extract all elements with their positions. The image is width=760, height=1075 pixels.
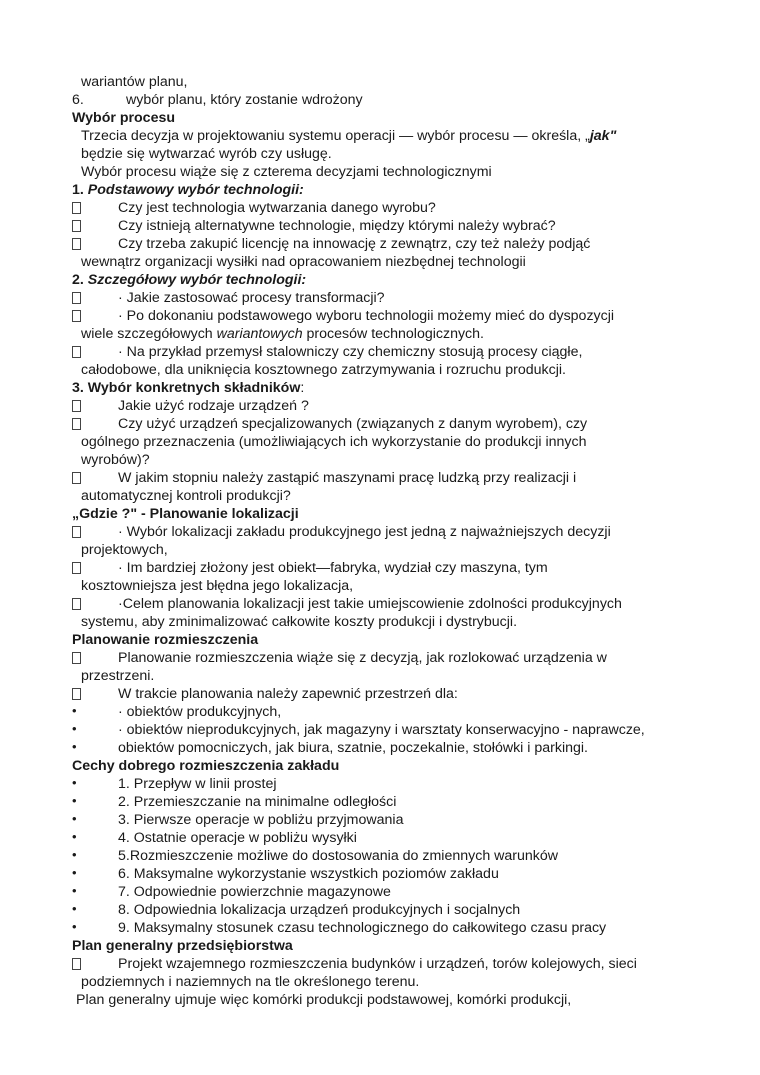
bullet-icon: •	[72, 721, 77, 736]
text-line: Plan generalny ujmuje więc komórki produkcji podstawowej, komórki produkcji,	[76, 992, 572, 1008]
bullet-icon: •	[72, 883, 77, 898]
missing-glyph-icon	[72, 688, 81, 700]
section-heading: Wybór procesu	[72, 110, 176, 126]
list-item: obiektów pomocniczych, jak biura, szatnie, poczekalnie, stołówki i parkingi.	[118, 740, 588, 756]
text-line: automatycznej kontroli produkcji?	[81, 488, 291, 504]
list-item: 3. Pierwsze operacje w pobliżu przyjmowania	[118, 812, 404, 828]
text-line: Czy trzeba zakupić licencję na innowację z zewnątrz, czy też należy podjąć	[118, 236, 591, 252]
text-line: Czy istnieją alternatywne technologie, między którymi należy wybrać?	[118, 218, 556, 234]
bullet-icon: •	[72, 847, 77, 862]
list-item: 4. Ostatnie operacje w pobliżu wysyłki	[118, 830, 357, 846]
text-line: Czy użyć urządzeń specjalizowanych (związanych z danym wyrobem), czy	[118, 416, 588, 432]
text-line: Projekt wzajemnego rozmieszczenia budynków i urządzeń, torów kolejowych, sieci	[118, 956, 637, 972]
missing-glyph-icon	[72, 400, 81, 412]
subsection-heading: 1. Podstawowy wybór technologii:	[72, 182, 304, 198]
missing-glyph-icon	[72, 418, 81, 430]
missing-glyph-icon	[72, 526, 81, 538]
missing-glyph-icon	[72, 652, 81, 664]
missing-glyph-icon	[72, 310, 81, 322]
missing-glyph-icon	[72, 292, 81, 304]
text-line: projektowych,	[81, 542, 168, 558]
section-heading: „Gdzie ?" - Planowanie lokalizacji	[72, 506, 299, 522]
bullet-icon: •	[72, 919, 77, 934]
text-line: przestrzeni.	[81, 668, 155, 684]
list-item: 1. Przepływ w linii prostej	[118, 776, 277, 792]
list-item: 8. Odpowiednia lokalizacja urządzeń produkcyjnych i socjalnych	[118, 902, 521, 918]
text-line: · Po dokonaniu podstawowego wyboru technologii możemy mieć do dyspozycji	[118, 308, 615, 324]
missing-glyph-icon	[72, 238, 81, 250]
text-line: wariantów planu,	[81, 74, 188, 90]
text-line: ogólnego przeznaczenia (umożliwiających ich wykorzystanie do produkcji innych	[81, 434, 587, 450]
missing-glyph-icon	[72, 202, 81, 214]
missing-glyph-icon	[72, 220, 81, 232]
text-line: kosztowniejsza jest błędna jego lokalizacja,	[81, 578, 354, 594]
bullet-icon: •	[72, 739, 77, 754]
text-line: Wybór procesu wiąże się z czterema decyzjami technologicznymi	[81, 164, 492, 180]
text-line: Czy jest technologia wytwarzania danego wyrobu?	[118, 200, 436, 216]
bullet-icon: •	[72, 775, 77, 790]
text-line: Planowanie rozmieszczenia wiąże się z decyzją, jak rozlokować urządzenia w	[118, 650, 607, 666]
section-heading: Plan generalny przedsiębiorstwa	[72, 938, 293, 954]
text-line: · Na przykład przemysł stalowniczy czy chemiczny stosują procesy ciągłe,	[118, 344, 583, 360]
list-item: 2. Przemieszczanie na minimalne odległości	[118, 794, 397, 810]
section-heading: Planowanie rozmieszczenia	[72, 632, 259, 648]
list-item: 5.Rozmieszczenie możliwe do dostosowania do zmiennych warunków	[118, 848, 559, 864]
missing-glyph-icon	[72, 958, 81, 970]
text-line: wiele szczegółowych wariantowych procesów technologicznych.	[81, 326, 484, 342]
text-line: W jakim stopniu należy zastąpić maszynami pracę ludzką przy realizacji i	[118, 470, 577, 486]
bullet-icon: •	[72, 865, 77, 880]
list-item: 6. Maksymalne wykorzystanie wszystkich poziomów zakładu	[118, 866, 499, 882]
section-heading: Cechy dobrego rozmieszczenia zakładu	[72, 758, 340, 774]
text-line: całodobowe, dla uniknięcia kosztownego zatrzymywania i rozruchu produkcji.	[81, 362, 566, 378]
text-line: wewnątrz organizacji wysiłki nad opracowaniem niezbędnej technologii	[81, 254, 526, 270]
subsection-heading: 3. Wybór konkretnych składników:	[72, 380, 305, 396]
text-line: Trzecia decyzja w projektowaniu systemu operacji — wybór procesu — określa, „jak"	[81, 128, 617, 144]
subsection-heading: 2. Szczegółowy wybór technologii:	[72, 272, 307, 288]
missing-glyph-icon	[72, 562, 81, 574]
list-item: 7. Odpowiednie powierzchnie magazynowe	[118, 884, 391, 900]
text-line: podziemnych i naziemnych na tle określonego terenu.	[81, 974, 420, 990]
text-line: będzie się wytwarzać wyrób czy usługę.	[81, 146, 332, 162]
missing-glyph-icon	[72, 346, 81, 358]
list-item: 9. Maksymalny stosunek czasu technologicznego do całkowitego czasu pracy	[118, 920, 607, 936]
bullet-icon: •	[72, 901, 77, 916]
text-line: W trakcie planowania należy zapewnić przestrzeń dla:	[118, 686, 458, 702]
text-line: · Wybór lokalizacji zakładu produkcyjnego jest jedną z najważniejszych decyzji	[118, 524, 611, 540]
text-line: · Jakie zastosować procesy transformacji?	[118, 290, 385, 306]
bullet-icon: •	[72, 703, 77, 718]
list-item: · obiektów produkcyjnych,	[118, 704, 282, 720]
text-line: wyrobów)?	[81, 452, 150, 468]
list-number: 6.	[72, 92, 84, 108]
text-line: ·Celem planowania lokalizacji jest takie umiejscowienie zdolności produkcyjnych	[118, 596, 622, 612]
text-line: · Im bardziej złożony jest obiekt—fabryka, wydział czy maszyna, tym	[118, 560, 548, 576]
text-line: Jakie użyć rodzaje urządzeń ?	[118, 398, 309, 414]
list-item: · obiektów nieprodukcyjnych, jak magazyny i warsztaty konserwacyjno - naprawcze,	[118, 722, 645, 738]
bullet-icon: •	[72, 811, 77, 826]
bullet-icon: •	[72, 829, 77, 844]
text-line: wybór planu, który zostanie wdrożony	[126, 92, 363, 108]
bullet-icon: •	[72, 793, 77, 808]
text-line: systemu, aby zminimalizować całkowite koszty produkcji i dystrybucji.	[81, 614, 518, 630]
missing-glyph-icon	[72, 472, 81, 484]
missing-glyph-icon	[72, 598, 81, 610]
